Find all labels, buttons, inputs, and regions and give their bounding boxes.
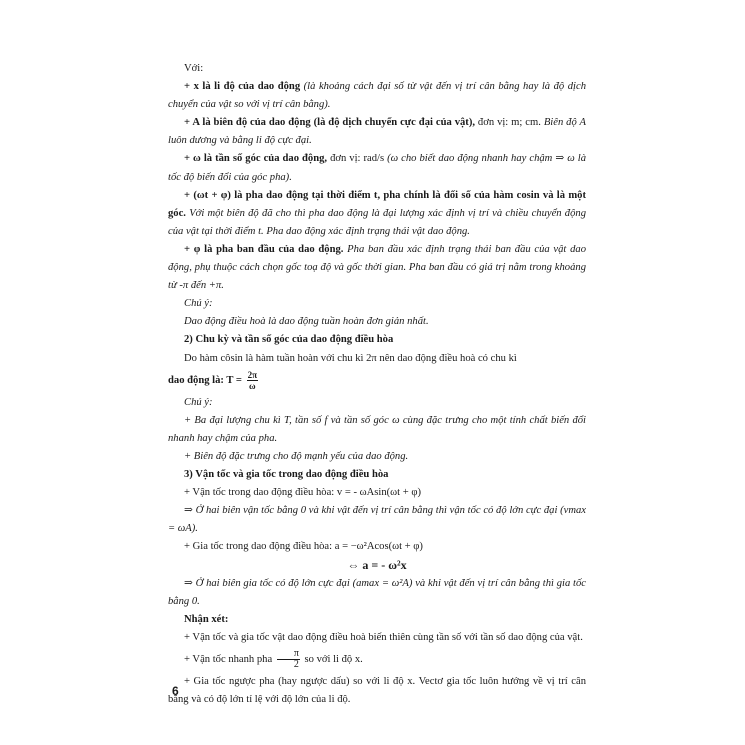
remark-2: + Vận tốc nhanh pha $\frac{\pi}{2}$ so với li độ x. [184,647,363,670]
def-x: + x là li độ của dao động (là khoảng cách đại số từ vật đến vị trí cân bằng hay là độ dịch chuyển của vật so với vị trí cân bằng). [168,81,586,111]
acceleration-note: ⇒ Ở hai biên gia tốc có độ lớn cực đại (amax = ω²A) và khi vật đến vị trí cân bằng thì gia tốc bằng 0. [168,577,586,607]
def-omega: + ω là tần số góc của dao động, đơn vị: rad/s (ω cho biết dao động nhanh hay chậm ⇒ ω là tốc độ biến đổi của góc pha). [168,153,586,183]
acceleration-relation: ⇔ a = - ω²x [347,558,407,573]
intro-line: Với: [184,63,204,74]
note-text-2: + Ba đại lượng chu kì T, tần số f và tần số góc ω cùng đặc trưng cho một tính chất biến đổi nhanh hay chậm của pha. [168,414,586,444]
velocity-formula: + Vận tốc trong dao động điều hòa: v = - ωAsin(ωt + φ) [184,487,421,499]
remark-1: + Vận tốc và gia tốc vật dao động điều hoà biến thiên cùng tần số với tần số dao động của vật. [184,631,583,643]
def-phase: + (ωt + φ) là pha dao động tại thời điểm t, pha chính là đối số của hàm cosin và là một góc. Với một biên độ đã cho thì pha dao động là đại lượng xác định vị trí và chiều chuyển động của vật tại thời điểm t. Pha dao động xác định trạng thái vật dao động. [168,189,586,237]
note-heading-1: Chú ý: [184,298,213,310]
half-pi-fraction: $\frac{\pi}{2}$ [277,649,300,670]
note-text-1: Dao động điều hoà là dao động tuần hoàn đơn giản nhất. [184,316,429,328]
def-a: + A là biên độ của dao động (là độ dịch chuyển cực đại của vật), đơn vị: m; cm. Biên độ A luôn dương và bằng li độ cực đại. [168,117,586,147]
velocity-note: ⇒ Ở hai biên vận tốc bằng 0 và khi vật đến vị trí cân bằng thì vận tốc có độ lớn cực đại (vmax = ωA). [168,505,586,535]
period-formula-line: dao động là: T = $\frac{2\pi}{\omega}$ [168,369,258,391]
note-heading-2: Chú ý: [184,396,213,408]
period-fraction: $\frac{2\pi}{\omega}$ [247,369,258,391]
page-number: 6 [172,684,179,698]
remark-3: + Gia tốc ngược pha (hay ngược dấu) so với li độ x. Vectơ gia tốc luôn hướng về vị trí cân bằng và có độ lớn tỉ lệ với độ lớn của li độ. [168,675,586,705]
note-text-3: + Biên độ đặc trưng cho độ mạnh yếu của dao động. [184,450,409,462]
acceleration-formula: + Gia tốc trong dao động điều hòa: a = −ω²Acos(ωt + φ) [184,541,423,553]
remark-heading: Nhận xét: [184,613,229,625]
period-text: Do hàm côsin là hàm tuần hoàn với chu kì 2π nên dao động điều hoà có chu kì [184,352,517,364]
page-body [168,60,586,709]
section-heading-2: 2) Chu kỳ và tần số góc của dao động điều hòa [184,334,394,346]
def-initial-phase: + φ là pha ban đầu của dao động. Pha ban đầu xác định trạng thái ban đầu của vật dao động, phụ thuộc cách chọn gốc toạ độ và gốc thời gian. Pha ban đầu có giá trị nằm trong khoảng từ -π đến +π. [168,243,587,292]
section-heading-3: 3) Vận tốc và gia tốc trong dao động điều hòa [184,468,389,480]
